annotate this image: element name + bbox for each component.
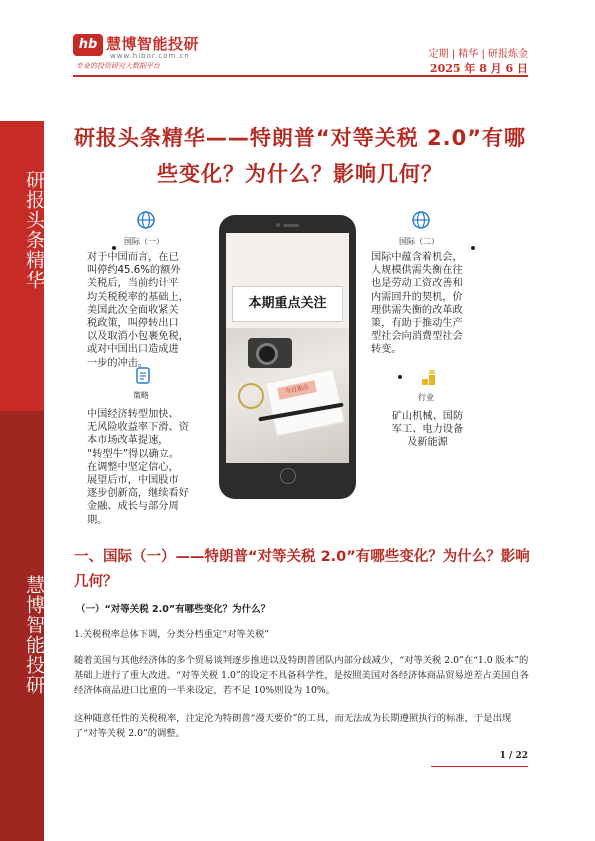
- connector-dot: [398, 375, 402, 379]
- document-title: 研报头条精华——特朗普“对等关税 2.0”有哪些变化？为什么？影响几何？: [73, 126, 527, 186]
- phone-home-button: [280, 468, 296, 484]
- info-block-intl-2: [371, 251, 495, 357]
- connector-dot: [112, 246, 116, 250]
- header-date: 2025 年 8 月 6 日: [429, 62, 528, 75]
- category-label-intl-2: 国际（二）: [399, 237, 439, 246]
- info-line: “转型牛”得以确立。: [87, 448, 180, 460]
- info-line: 或对中国出口造成进: [87, 344, 179, 356]
- info-line: 对于中国而言，在已: [87, 252, 179, 263]
- info-line: 中国经济转型加快、: [87, 409, 179, 420]
- info-line: 税政策，叫停转出口: [87, 318, 179, 330]
- info-line: 展望后市，中国股市: [87, 475, 179, 487]
- sidebar-top-label: 研报头条精华: [23, 170, 45, 290]
- info-line: 人规模供需失衡在往: [371, 265, 463, 277]
- info-line: 以及取消小包裹免税，: [87, 331, 189, 343]
- paragraph-3: 这种随意任性的关税税率，注定沦为特朗普“漫天要价”的工具，而无法成为长期遵照执行的标准，于是出现了“对等关税 2.0”的调整。: [74, 713, 512, 739]
- info-block-intl-1: [87, 251, 211, 370]
- info-line: 无风险收益率下滑、资: [87, 422, 189, 434]
- logo-slogan: 专业的投资研究大数据平台: [76, 62, 160, 70]
- info-line: 在调整中坚定信心，: [87, 461, 179, 473]
- paragraph-2: 随着美国与其他经济体的多个贸易谈判逐步推进以及特朗普团队内部分歧减少，“对等关税 2.0”在“1.0 版本”的基础上进行了重大改进。“对等关税 1.0”的设定不具备科学性，是按照美国对各经济体商品贸易逆差占美国自各经济体商品进口比重的一半来设定，若不足 10%则设为 10%。: [74, 655, 529, 696]
- category-label-industry: 行业: [418, 393, 434, 402]
- phone-speaker: [283, 224, 299, 227]
- info-line: 一步的冲击。: [87, 357, 149, 369]
- info-line: 型社会向消费型社会: [371, 331, 463, 343]
- info-block-strategy: [87, 408, 211, 527]
- phone-camera: [276, 223, 280, 227]
- footer-divider: [431, 766, 528, 767]
- info-line: 叫停约45.6%的额外: [87, 265, 181, 277]
- notebook-tag: 今日焦点: [277, 380, 317, 400]
- info-line: 及新能源: [407, 437, 448, 449]
- focus-label: 本期重点关注: [248, 296, 327, 311]
- paragraph-1: 1.关税税率总体下调，分类分档重定“对等关税”: [74, 629, 270, 640]
- info-line: 转变。: [371, 344, 402, 356]
- info-line: 也是劳动工资改善和: [371, 278, 463, 290]
- info-line: 本市场改革提速，: [87, 435, 169, 447]
- category-label-intl-1: 国际（一）: [124, 237, 164, 246]
- sidebar-bottom-label: 慧博智能投研: [23, 575, 45, 695]
- header-tags: 定期 | 精华 | 研报炼金: [428, 49, 528, 60]
- camera-lens: [256, 343, 278, 365]
- coins-icon: [419, 367, 439, 387]
- category-label-strategy: 策略: [133, 391, 149, 400]
- info-line: 理供需失衡的改革政: [371, 304, 463, 316]
- logo-icon: hb: [73, 34, 103, 56]
- ring-illustration: [238, 383, 264, 409]
- logo-name: 慧博智能投研: [106, 35, 200, 53]
- info-line: 矿山机械、国防: [391, 411, 464, 422]
- info-line: 策，有助于推动生产: [371, 318, 463, 330]
- connector-dot: [471, 246, 475, 250]
- info-line: 期。: [87, 514, 108, 526]
- info-block-industry: [380, 410, 475, 450]
- logo-url: www.hibor.com.cn: [110, 52, 190, 60]
- info-line: 关税后，当前约计平: [87, 278, 179, 290]
- info-line: 均关税税率的基础上，: [87, 291, 189, 303]
- info-line: 国际中蕴含着机会，: [371, 252, 463, 263]
- page-number: 1 / 22: [499, 751, 528, 761]
- info-line: 内需回升的契机，价: [371, 291, 463, 303]
- info-line: 逐步创新高，继续看好: [87, 488, 189, 500]
- section-heading: 一、国际（一）——特朗普“对等关税 2.0”有哪些变化？为什么？影响几何？: [74, 549, 530, 590]
- info-line: 金融、成长与部分周: [87, 501, 179, 513]
- header-divider: [73, 75, 528, 77]
- sub-heading: （一）“对等关税 2.0”有哪些变化？为什么？: [76, 604, 271, 615]
- info-line: 美国此次全面收紧关: [87, 304, 179, 316]
- globe-icon: [136, 210, 156, 230]
- globe-icon: [411, 210, 431, 230]
- info-line: 军工、电力设备: [391, 424, 464, 436]
